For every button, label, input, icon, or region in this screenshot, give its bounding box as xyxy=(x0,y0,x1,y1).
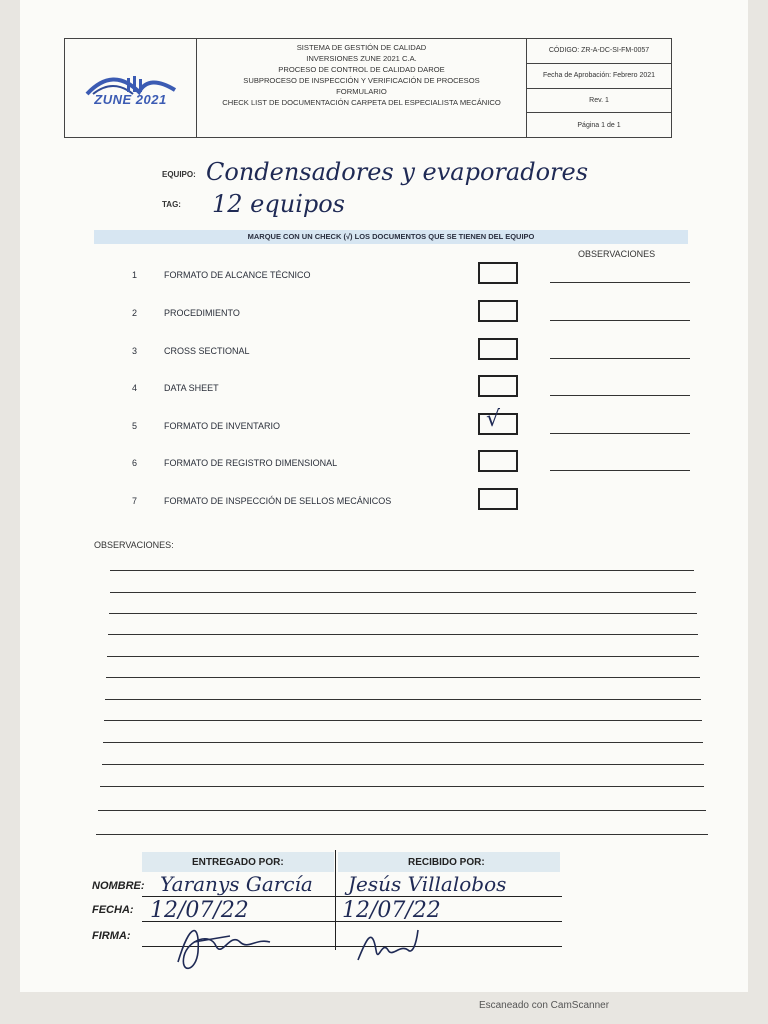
observaciones-column-header: OBSERVACIONES xyxy=(578,249,656,259)
checklist-item xyxy=(120,375,690,401)
observation-line[interactable] xyxy=(103,742,703,743)
company-logo: ZUNE 2021 xyxy=(65,39,197,137)
header-title-line: PROCESO DE CONTROL DE CALIDAD DAROE xyxy=(278,65,445,74)
item-number: 7 xyxy=(132,496,138,506)
item-number: 3 xyxy=(132,346,138,356)
document-header xyxy=(64,38,672,138)
item-number: 5 xyxy=(132,421,138,431)
signature-divider xyxy=(335,850,336,950)
item-label: CROSS SECTIONAL xyxy=(164,346,250,356)
item-observation-line[interactable] xyxy=(550,433,690,434)
nombre-line[interactable] xyxy=(142,896,562,897)
checklist-item xyxy=(120,300,690,326)
header-title-line: INVERSIONES ZUNE 2021 C.A. xyxy=(306,54,417,63)
fecha-label: FECHA: xyxy=(92,904,134,916)
checklist-item xyxy=(120,338,690,364)
item-checkbox[interactable] xyxy=(478,262,518,284)
observaciones-title: OBSERVACIONES: xyxy=(94,540,174,550)
item-label: FORMATO DE REGISTRO DIMENSIONAL xyxy=(164,458,338,468)
item-observation-line[interactable] xyxy=(550,282,690,283)
observation-line[interactable] xyxy=(100,786,704,787)
observation-line[interactable] xyxy=(98,810,706,811)
page-number: Página 1 de 1 xyxy=(577,121,621,129)
item-label: FORMATO DE ALCANCE TÉCNICO xyxy=(164,270,311,280)
item-observation-line[interactable] xyxy=(550,470,690,471)
item-number: 1 xyxy=(132,270,138,280)
observation-line[interactable] xyxy=(105,699,701,700)
tag-value: 12 equipos xyxy=(212,190,345,218)
entregado-label: ENTREGADO POR: xyxy=(192,857,284,868)
item-checkbox[interactable] xyxy=(478,450,518,472)
item-number: 6 xyxy=(132,458,138,468)
item-observation-line[interactable] xyxy=(550,395,690,396)
check-mark-icon: √ xyxy=(486,407,501,432)
item-checkbox-checked[interactable] xyxy=(478,407,518,435)
checklist-item xyxy=(120,407,690,439)
recibido-nombre: Jesús Villalobos xyxy=(348,872,507,896)
recibido-label: RECIBIDO POR: xyxy=(408,857,485,868)
approval-date: Fecha de Aprobación: Febrero 2021 xyxy=(527,64,671,89)
observation-line[interactable] xyxy=(107,656,699,657)
instruction-bar: MARQUE CON UN CHECK (√) LOS DOCUMENTOS QUE SE TIENEN DEL EQUIPO xyxy=(94,230,688,244)
equipo-label: EQUIPO: xyxy=(162,170,196,179)
entregado-fecha: 12/07/22 xyxy=(150,898,249,923)
item-label: FORMATO DE INVENTARIO xyxy=(164,421,281,431)
observation-line[interactable] xyxy=(110,592,696,593)
document-code: CÓDIGO: ZR-A-DC-SI-FM-0057 xyxy=(527,39,671,64)
item-label: FORMATO DE INSPECCIÓN DE SELLOS MECÁNICOS xyxy=(164,496,392,506)
item-label: PROCEDIMIENTO xyxy=(164,308,240,318)
observation-line[interactable] xyxy=(106,677,700,678)
scan-footer: Escaneado con CamScanner xyxy=(478,1000,610,1011)
revision: Rev. 1 xyxy=(527,89,671,114)
observation-line[interactable] xyxy=(110,570,694,571)
header-title-line: CHECK LIST DE DOCUMENTACIÓN CARPETA DEL ESPECIALISTA MECÁNICO xyxy=(222,98,501,107)
observation-line[interactable] xyxy=(108,634,698,635)
equipo-value: Condensadores y evaporadores xyxy=(206,158,589,186)
item-checkbox[interactable] xyxy=(478,338,518,360)
header-title-line: SUBPROCESO DE INSPECCIÓN Y VERIFICACIÓN DE PROCESOS xyxy=(243,76,480,85)
observation-line[interactable] xyxy=(96,834,708,835)
item-number: 4 xyxy=(132,383,138,393)
checklist-item xyxy=(120,488,690,514)
observation-line[interactable] xyxy=(109,613,697,614)
firma-label: FIRMA: xyxy=(92,930,131,942)
recibido-fecha: 12/07/22 xyxy=(342,898,441,923)
item-checkbox[interactable] xyxy=(478,300,518,322)
header-meta xyxy=(527,39,671,137)
entregado-nombre: Yaranys García xyxy=(160,872,313,896)
item-checkbox[interactable] xyxy=(478,488,518,510)
header-title-block xyxy=(197,39,527,137)
nombre-label: NOMBRE: xyxy=(92,880,145,892)
entregado-signature xyxy=(170,912,280,976)
header-title-line: FORMULARIO xyxy=(336,87,387,96)
observation-line[interactable] xyxy=(102,764,704,765)
checklist-item xyxy=(120,450,690,476)
recibido-signature xyxy=(352,920,422,968)
checklist-item xyxy=(120,262,690,288)
observation-line[interactable] xyxy=(104,720,702,721)
header-title-line: SISTEMA DE GESTIÓN DE CALIDAD xyxy=(296,43,427,52)
item-checkbox[interactable] xyxy=(478,375,518,397)
item-observation-line[interactable] xyxy=(550,358,690,359)
item-number: 2 xyxy=(132,308,138,318)
item-label: DATA SHEET xyxy=(164,383,219,393)
tag-label: TAG: xyxy=(162,200,181,209)
item-observation-line[interactable] xyxy=(550,320,690,321)
